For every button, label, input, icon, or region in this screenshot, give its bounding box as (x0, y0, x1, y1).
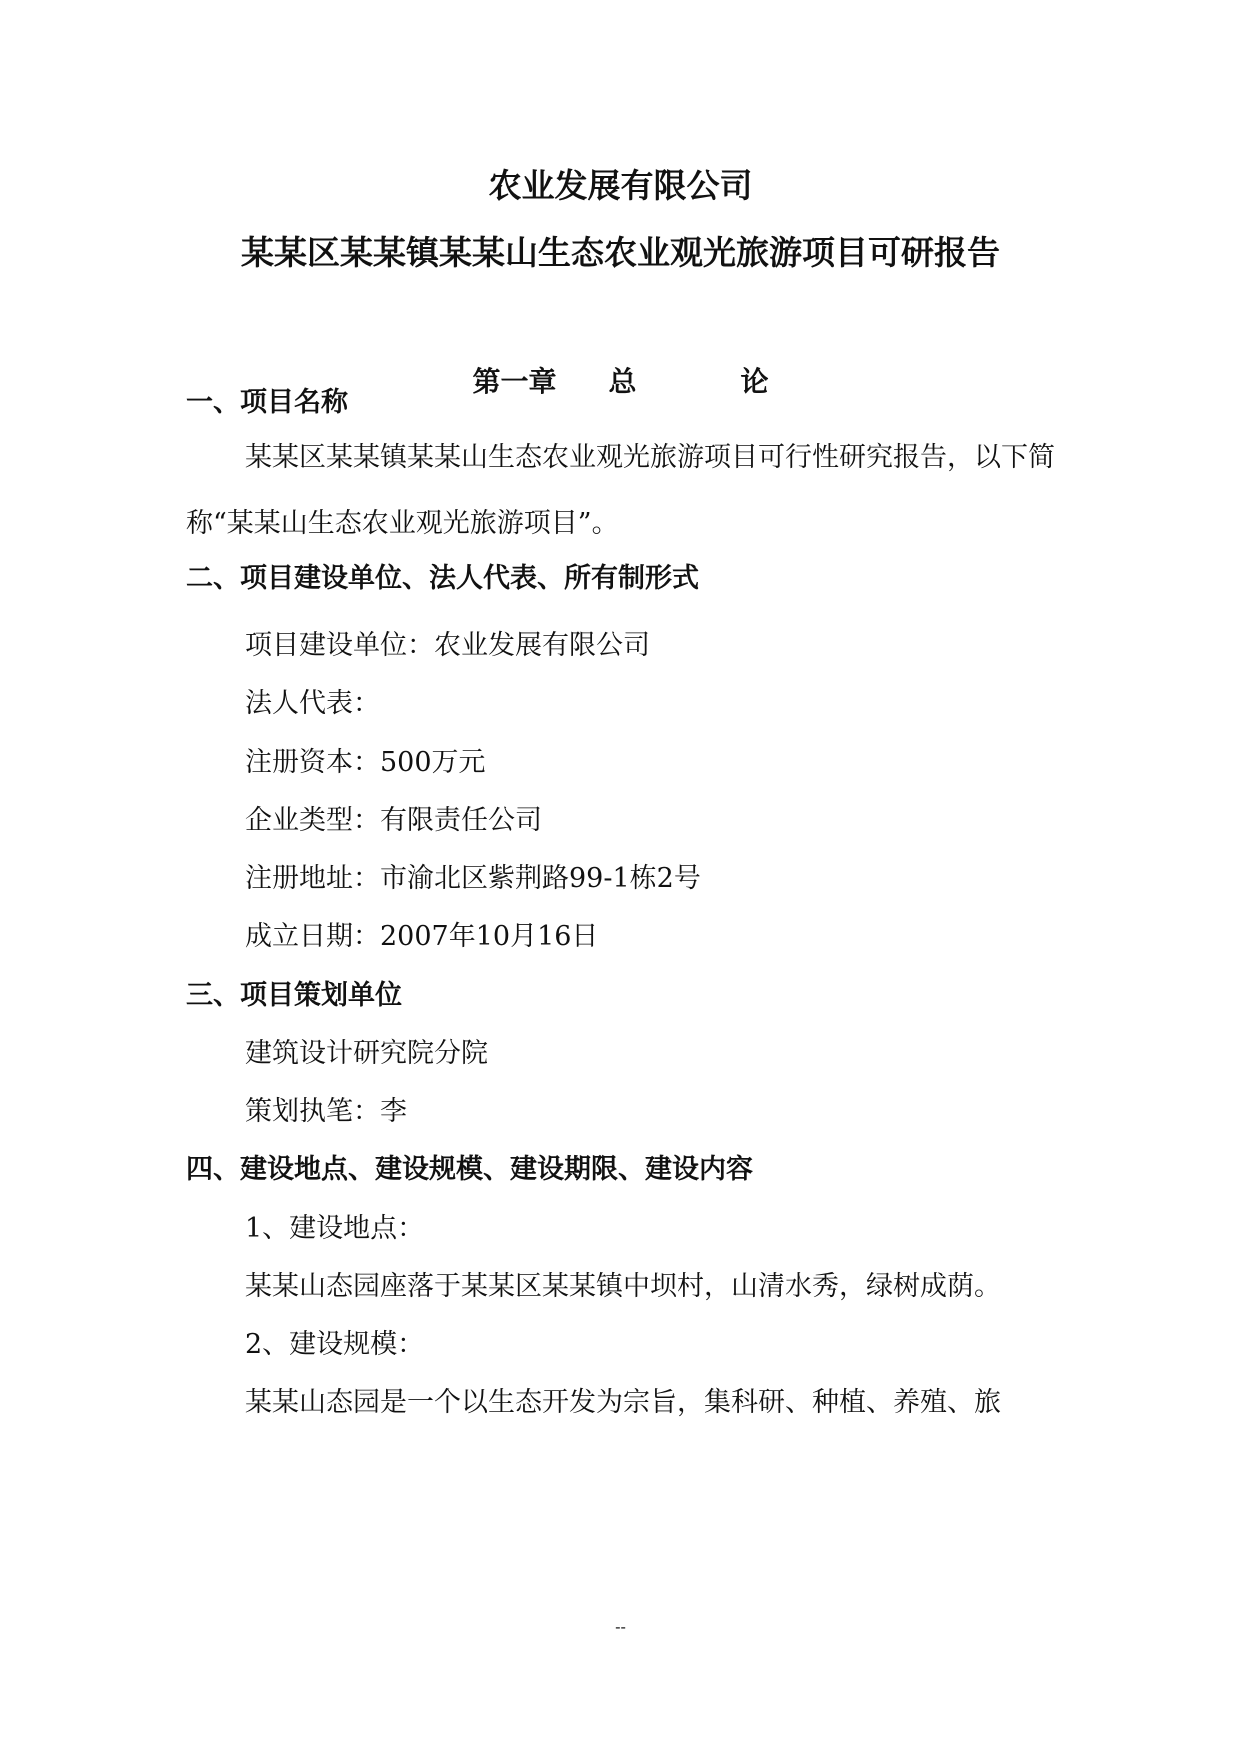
paragraph-founding-date: 成立日期：2007年10月16日 (245, 921, 599, 952)
paragraph-construction-unit: 项目建设单位：农业发展有限公司 (245, 630, 650, 661)
paragraph-scale-text: 某某山态园是一个以生态开发为宗旨，集科研、种植、养殖、旅 (245, 1387, 1001, 1418)
paragraph-registered-address: 注册地址：市渝北区紫荆路99-1栋2号 (245, 863, 701, 894)
chapter-word-1: 总 (608, 365, 637, 398)
paragraph-scale-label: 2、建设规模： (245, 1329, 425, 1360)
paragraph-legal-rep: 法人代表： (245, 688, 380, 719)
chapter-word-2: 论 (740, 365, 769, 398)
paragraph-location-label: 1、建设地点： (245, 1213, 425, 1244)
report-title: 某某区某某镇某某山生态农业观光旅游项目可研报告 (241, 233, 1000, 272)
paragraph-project-name: 某某区某某镇某某山生态农业观光旅游项目可行性研究报告，以下简称“某某山生态农业观光旅游项目”。 (186, 442, 1055, 539)
paragraph-registered-capital: 注册资本：500万元 (245, 747, 486, 778)
paragraph-planning-author: 策划执笔：李 (245, 1096, 407, 1127)
section-heading-construction-details: 四、建设地点、建设规模、建设期限、建设内容 (186, 1154, 753, 1185)
paragraph-location-text: 某某山态园座落于某某区某某镇中坝村，山清水秀，绿树成荫。 (245, 1271, 1001, 1302)
section-heading-project-name: 一、项目名称 (186, 387, 348, 418)
section-heading-construction-unit: 二、项目建设单位、法人代表、所有制形式 (186, 563, 699, 594)
page-footer: -- (615, 1617, 626, 1636)
paragraph-company-type: 企业类型：有限责任公司 (245, 805, 542, 836)
chapter-label: 第一章 (472, 365, 557, 398)
section-heading-planning-unit: 三、项目策划单位 (186, 980, 402, 1011)
paragraph-planning-unit: 建筑设计研究院分院 (245, 1038, 488, 1069)
company-title: 农业发展有限公司 (488, 166, 753, 205)
